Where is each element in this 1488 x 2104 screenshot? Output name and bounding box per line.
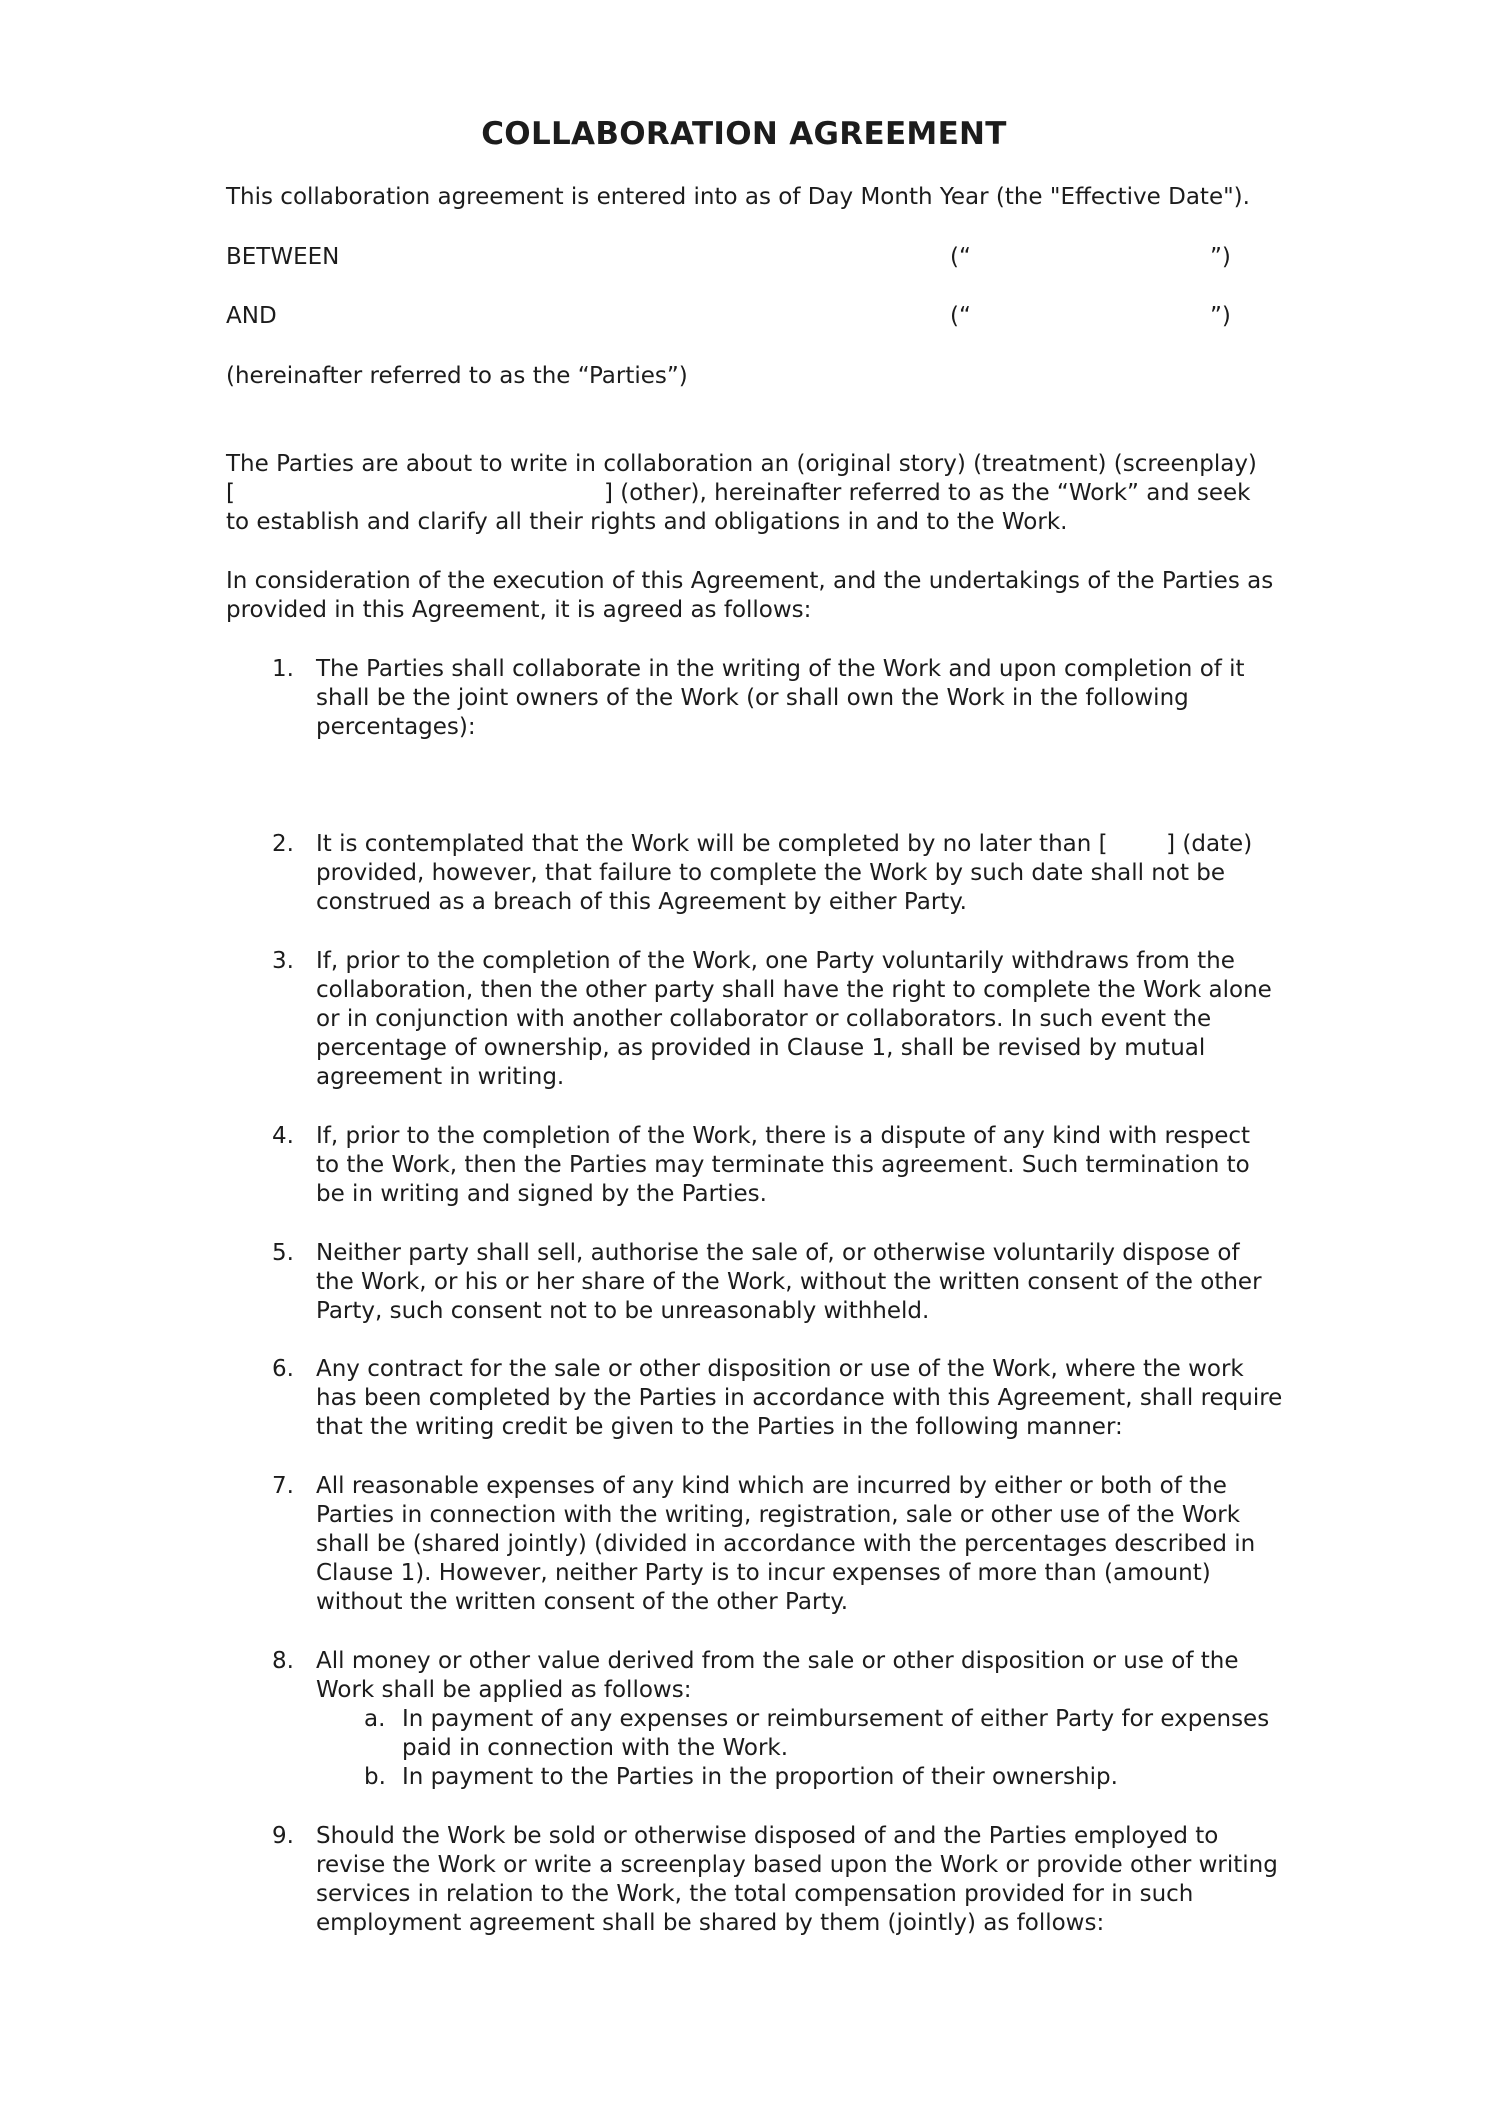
- clause-number: 8.: [272, 1648, 294, 1674]
- and-label: AND: [226, 303, 277, 329]
- sub-text: [402, 1763, 1118, 1792]
- clause-number: 7.: [272, 1473, 294, 1499]
- clause-number: 1.: [272, 656, 294, 682]
- clause-number: 6.: [272, 1356, 294, 1382]
- clause-line: It is contemplated that the Work will be completed by no later than [ ] (date): [316, 831, 1253, 857]
- clause-text: [316, 1355, 1282, 1442]
- work-paragraph-line: The Parties are about to write in collaboration an (original story) (treatment) (screenplay): [226, 451, 1257, 477]
- clause-line: has been completed by the Parties in accordance with this Agreement, shall require: [316, 1385, 1283, 1411]
- consideration-line: In consideration of the execution of this Agreement, and the undertakings of the Parties as: [226, 568, 1274, 594]
- clause-line: shall be (shared jointly) (divided in accordance with the percentages described in: [316, 1531, 1256, 1557]
- work-paragraph-line: [226, 479, 1257, 508]
- clause-line: Parties in connection with the writing, registration, sale or other use of the Work: [316, 1502, 1241, 1528]
- intro-paragraph: This collaboration agreement is entered into as of Day Month Year (the "Effective Date").: [226, 184, 1250, 210]
- clause-number: 5.: [272, 1240, 294, 1266]
- clause-line: If, prior to the completion of the Work, one Party voluntarily withdraws from the: [316, 948, 1235, 974]
- between-open-quote: (“: [950, 244, 971, 270]
- sub-letter: b.: [364, 1764, 386, 1790]
- work-paragraph: [226, 450, 1257, 537]
- clause-text: [316, 655, 1245, 742]
- clause-line: All money or other value derived from the sale or other disposition or use of the: [316, 1648, 1239, 1674]
- clause-number: 4.: [272, 1123, 294, 1149]
- and-open-quote: (“: [950, 303, 971, 329]
- clause-line: that the writing credit be given to the Parties in the following manner:: [316, 1414, 1123, 1440]
- clause-text: [316, 947, 1272, 1092]
- work-paragraph-line: to establish and clarify all their rights and obligations in and to the Work.: [226, 509, 1068, 535]
- clause-line: Neither party shall sell, authorise the sale of, or otherwise voluntarily dispose of: [316, 1240, 1240, 1266]
- clause-line: Work shall be applied as follows:: [316, 1677, 692, 1703]
- clause-line: Any contract for the sale or other disposition or use of the Work, where the work: [316, 1356, 1244, 1382]
- blank-open-bracket: [: [226, 480, 235, 506]
- clause-text: [316, 1647, 1239, 1705]
- clause-line: provided, however, that failure to complete the Work by such date shall not be: [316, 860, 1226, 886]
- between-close-quote: ”): [1210, 244, 1231, 270]
- sub-letter: a.: [364, 1706, 386, 1732]
- clause-line: services in relation to the Work, the total compensation provided for in such: [316, 1881, 1194, 1907]
- clause-line: The Parties shall collaborate in the writing of the Work and upon completion of it: [316, 656, 1245, 682]
- and-close-quote: ”): [1210, 303, 1231, 329]
- clause-line: be in writing and signed by the Parties.: [316, 1181, 767, 1207]
- clause-text: [316, 1472, 1255, 1617]
- clause-line: collaboration, then the other party shall have the right to complete the Work alone: [316, 977, 1272, 1003]
- clause-text: [316, 1122, 1250, 1209]
- between-label: BETWEEN: [226, 244, 340, 270]
- clause-line: revise the Work or write a screenplay based upon the Work or provide other writing: [316, 1852, 1278, 1878]
- consideration-line: provided in this Agreement, it is agreed as follows:: [226, 597, 812, 623]
- other-work-text: ] (other), hereinafter referred to as the “Work” and seek: [604, 480, 1251, 506]
- sub-line: paid in connection with the Work.: [402, 1735, 789, 1761]
- clause-number: 9.: [272, 1823, 294, 1849]
- clause-line: All reasonable expenses of any kind which are incurred by either or both of the: [316, 1473, 1227, 1499]
- clause-line: without the written consent of the other Party.: [316, 1589, 849, 1615]
- clause-line: to the Work, then the Parties may terminate this agreement. Such termination to: [316, 1152, 1250, 1178]
- clause-text: [316, 1239, 1262, 1326]
- clause-line: the Work, or his or her share of the Work, without the written consent of the other: [316, 1269, 1262, 1295]
- clause-line: percentages):: [316, 714, 476, 740]
- clause-line: or in conjunction with another collaborator or collaborators. In such event the: [316, 1006, 1212, 1032]
- sub-line: In payment to the Parties in the proportion of their ownership.: [402, 1764, 1118, 1790]
- clause-line: employment agreement shall be shared by them (jointly) as follows:: [316, 1910, 1105, 1936]
- clause-line: If, prior to the completion of the Work, there is a dispute of any kind with respect: [316, 1123, 1251, 1149]
- sub-line: In payment of any expenses or reimbursement of either Party for expenses: [402, 1706, 1270, 1732]
- clause-line: percentage of ownership, as provided in Clause 1, shall be revised by mutual: [316, 1035, 1206, 1061]
- clause-line: shall be the joint owners of the Work (or shall own the Work in the following: [316, 685, 1189, 711]
- clause-line: agreement in writing.: [316, 1064, 565, 1090]
- parties-definition: (hereinafter referred to as the “Parties”): [226, 363, 688, 389]
- clause-line: Clause 1). However, neither Party is to incur expenses of more than (amount): [316, 1560, 1211, 1586]
- clause-line: Party, such consent not to be unreasonably withheld.: [316, 1298, 930, 1324]
- consideration-paragraph: [226, 567, 1273, 625]
- clause-text: [316, 830, 1252, 917]
- clause-text: [316, 1822, 1278, 1938]
- clause-number: 3.: [272, 948, 294, 974]
- document-title: COLLABORATION AGREEMENT: [481, 116, 1007, 152]
- clause-line: construed as a breach of this Agreement by either Party.: [316, 889, 967, 915]
- clause-number: 2.: [272, 831, 294, 857]
- sub-text: [402, 1705, 1269, 1763]
- clause-line: Should the Work be sold or otherwise disposed of and the Parties employed to: [316, 1823, 1219, 1849]
